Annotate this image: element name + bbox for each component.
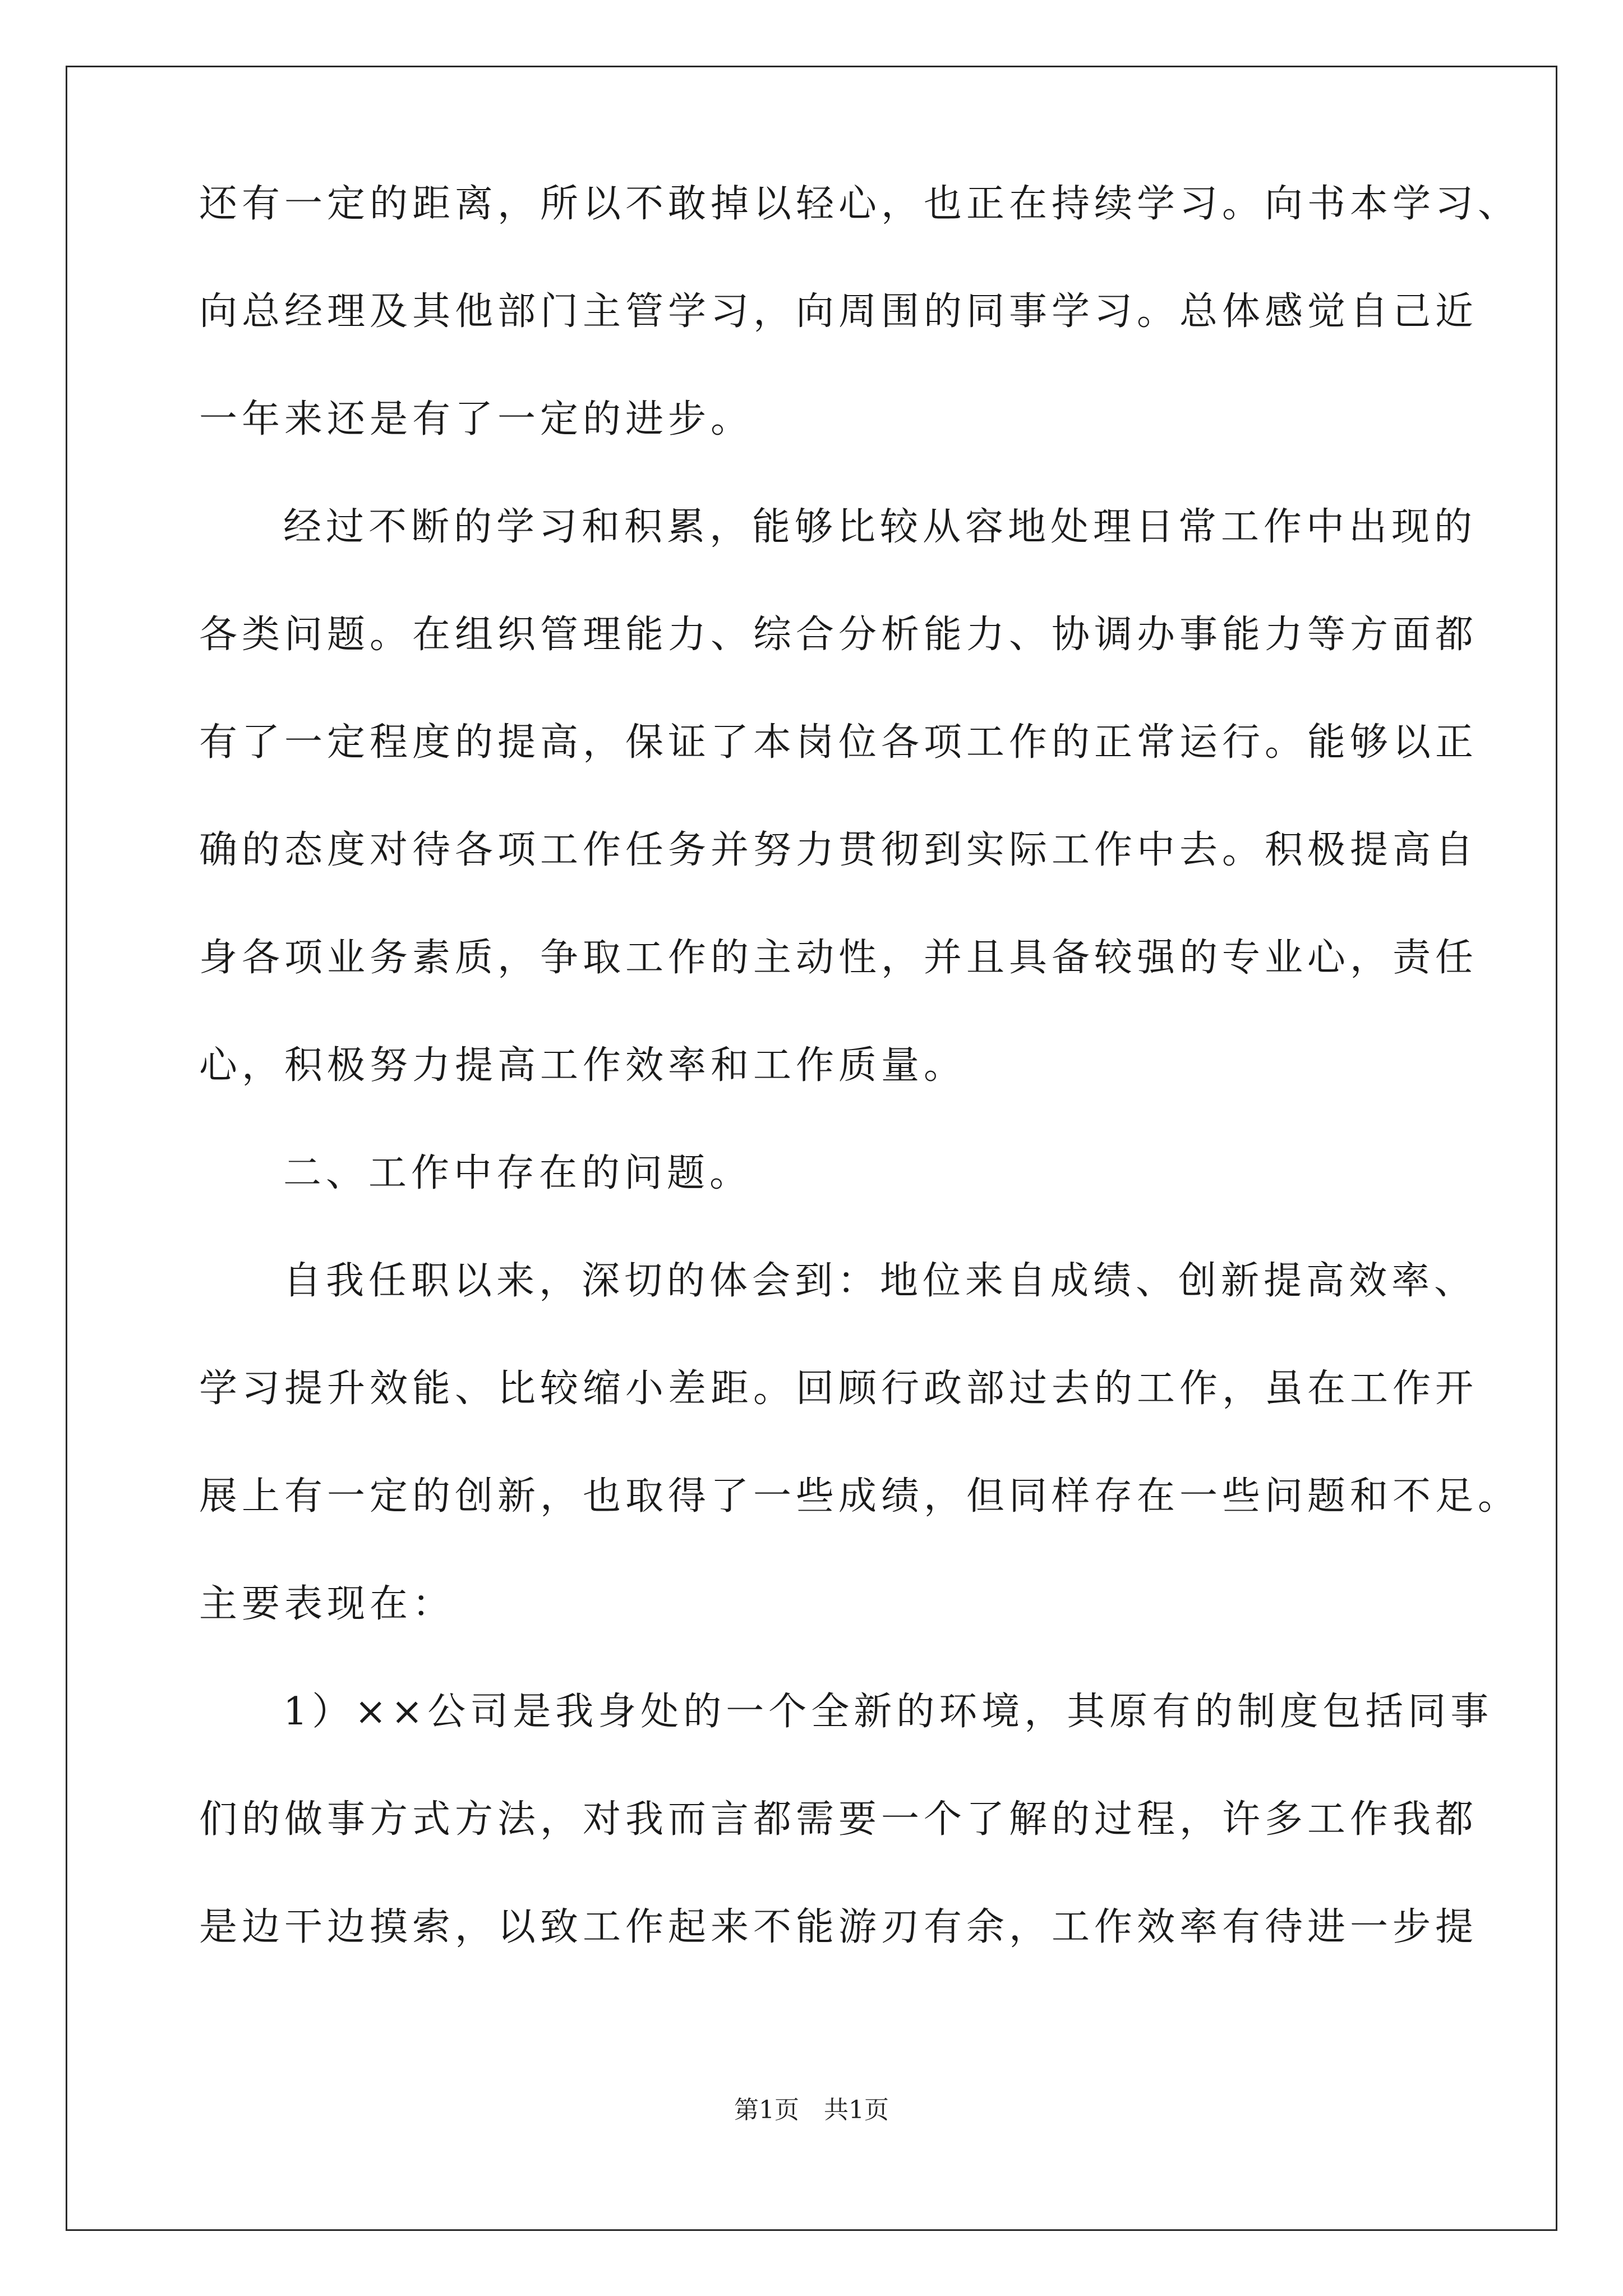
text-line: 主要表现在：	[199, 1582, 455, 1626]
text-line: 各类问题。在组织管理能力、综合分析能力、协调办事能力等方面都	[199, 613, 1478, 657]
text-line: 学习提升效能、比较缩小差距。回顾行政部过去的工作，虽在工作开	[199, 1366, 1478, 1411]
text-line: 确的态度对待各项工作任务并努力贯彻到实际工作中去。积极提高自	[199, 828, 1478, 872]
text-line: 向总经理及其他部门主管学习，向周围的同事学习。总体感觉自己近	[199, 289, 1478, 334]
text-line: 自我任职以来，深切的体会到：地位来自成绩、创新提高效率、	[283, 1259, 1477, 1303]
text-line: 展上有一定的创新，也取得了一些成绩，但同样存在一些问题和不足。	[199, 1474, 1521, 1519]
text-line: 一年来还是有了一定的进步。	[199, 397, 754, 441]
document-body	[199, 182, 1521, 2016]
text-line: 1）××公司是我身处的一个全新的环境，其原有的制度包括同事	[283, 1690, 1493, 1734]
text-line: 心，积极努力提高工作效率和工作质量。	[199, 1043, 967, 1088]
text-line: 们的做事方式方法，对我而言都需要一个了解的过程，许多工作我都	[199, 1797, 1478, 1842]
page-number-footer: 第1页 共1页	[734, 2096, 889, 2124]
text-line: 有了一定程度的提高，保证了本岗位各项工作的正常运行。能够以正	[199, 720, 1478, 765]
text-line: 经过不断的学习和积累，能够比较从容地处理日常工作中出现的	[283, 505, 1477, 549]
section-heading: 二、工作中存在的问题。	[283, 1151, 753, 1195]
text-line: 身各项业务素质，争取工作的主动性，并且具备较强的专业心，责任	[199, 936, 1478, 980]
text-line: 是边干边摸索，以致工作起来不能游刃有余，工作效率有待进一步提	[199, 1905, 1478, 1949]
text-line: 还有一定的距离，所以不敢掉以轻心，也正在持续学习。向书本学习、	[199, 182, 1521, 226]
